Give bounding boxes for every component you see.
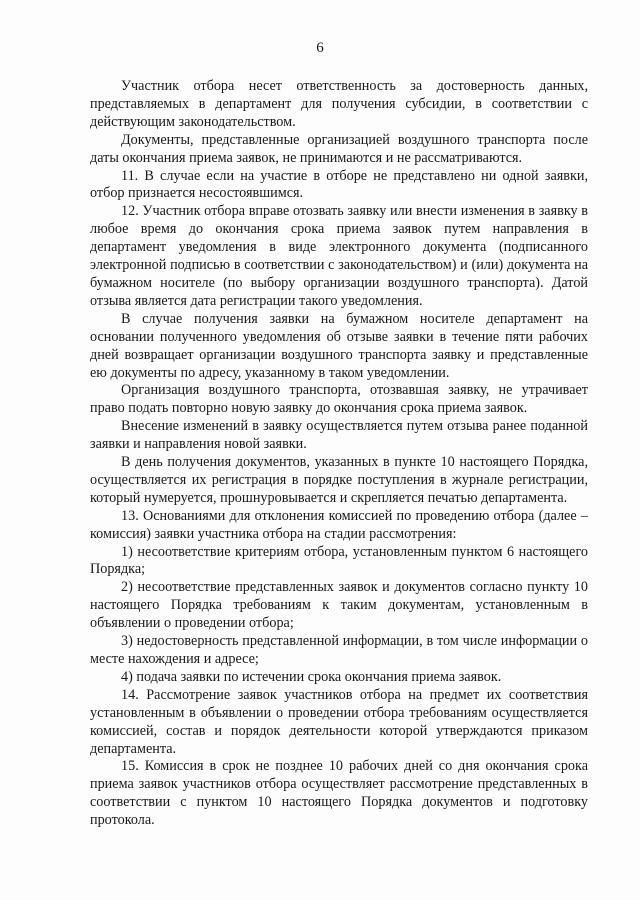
paragraph-11-no-applications: 11. В случае если на участие в отборе не представлено ни одной заявки, отбор признается несостоявшимся.: [90, 167, 588, 202]
list-item-2: 2) несоответствие представленных заявок и документов согласно пункту 10 настоящего Порядка требованиям к таким документам, установленным в объявлении о проведении отбора;: [90, 579, 588, 632]
paragraph-resubmission: Организация воздушного транспорта, отозвавшая заявку, не утрачивает право подать повторно новую заявку до окончания срока приема заявок.: [90, 382, 588, 417]
paragraph-paper-return: В случае получения заявки на бумажном носителе департамент на основании полученного уведомления об отзыве заявки в течение пяти рабочих дней возвращает организации воздушного транспорта заявку и представленные ею документы по адресу, указанному в таком уведомлении.: [90, 310, 588, 381]
page-number: 6: [316, 40, 324, 56]
document-body: [90, 78, 588, 830]
list-item-4: 4) подача заявки по истечении срока окончания приема заявок.: [121, 668, 502, 685]
paragraph-14-review: 14. Рассмотрение заявок участников отбора на предмет их соответствия установленным в объявлении о проведении отбора требованиям осуществляется комиссией, состав и порядок деятельности которой утверждаются приказом департамента.: [90, 686, 588, 757]
list-item-1: 1) несоответствие критериям отбора, установленным пунктом 6 настоящего Порядка;: [90, 543, 588, 578]
paragraph-registration: В день получения документов, указанных в пункте 10 настоящего Порядка, осуществляется их регистрация в порядке поступления в журнале регистрации, который нумеруется, прошнуровывается и скрепляется печатью департамента.: [90, 454, 588, 506]
paragraph-13-rejection-grounds: 13. Основаниями для отклонения комиссией по проведению отбора (далее – комиссия) заявки участника отбора на стадии рассмотрения:: [90, 507, 588, 542]
paragraph-15-commission-deadline: 15. Комиссия в срок не позднее 10 рабочих дней со дня окончания срока приема заявок участников отбора осуществляет рассмотрение представленных в соответствии с пунктом 10 настоящего Порядка документов и подготовку протокола.: [90, 758, 588, 829]
paragraph-late-documents: Документы, представленные организацией воздушного транспорта после даты окончания приема заявок, не принимаются и не рассматриваются.: [90, 131, 588, 166]
paragraph-12-withdrawal: 12. Участник отбора вправе отозвать заявку или внести изменения в заявку в любое время до окончания срока приема заявок путем направления в департамент уведомления в виде электронного документа (подписанного электронной подписью в соответствии с законодательством) и (или) документа на бумажном носителе (по выбору организации воздушного транспорта). Датой отзыва является дата регистрации такого уведомления.: [90, 203, 588, 309]
list-item-3: 3) недостоверность представленной информации, в том числе информации о месте нахождения и адресе;: [90, 633, 588, 667]
paragraph-participant-responsibility: Участник отбора несет ответственность за достоверность данных, представляемых в департамент для получения субсидии, в соответствии с действующим законодательством.: [90, 78, 588, 130]
paragraph-changes: Внесение изменений в заявку осуществляется путем отзыва ранее поданной заявки и направления новой заявки.: [90, 418, 588, 453]
